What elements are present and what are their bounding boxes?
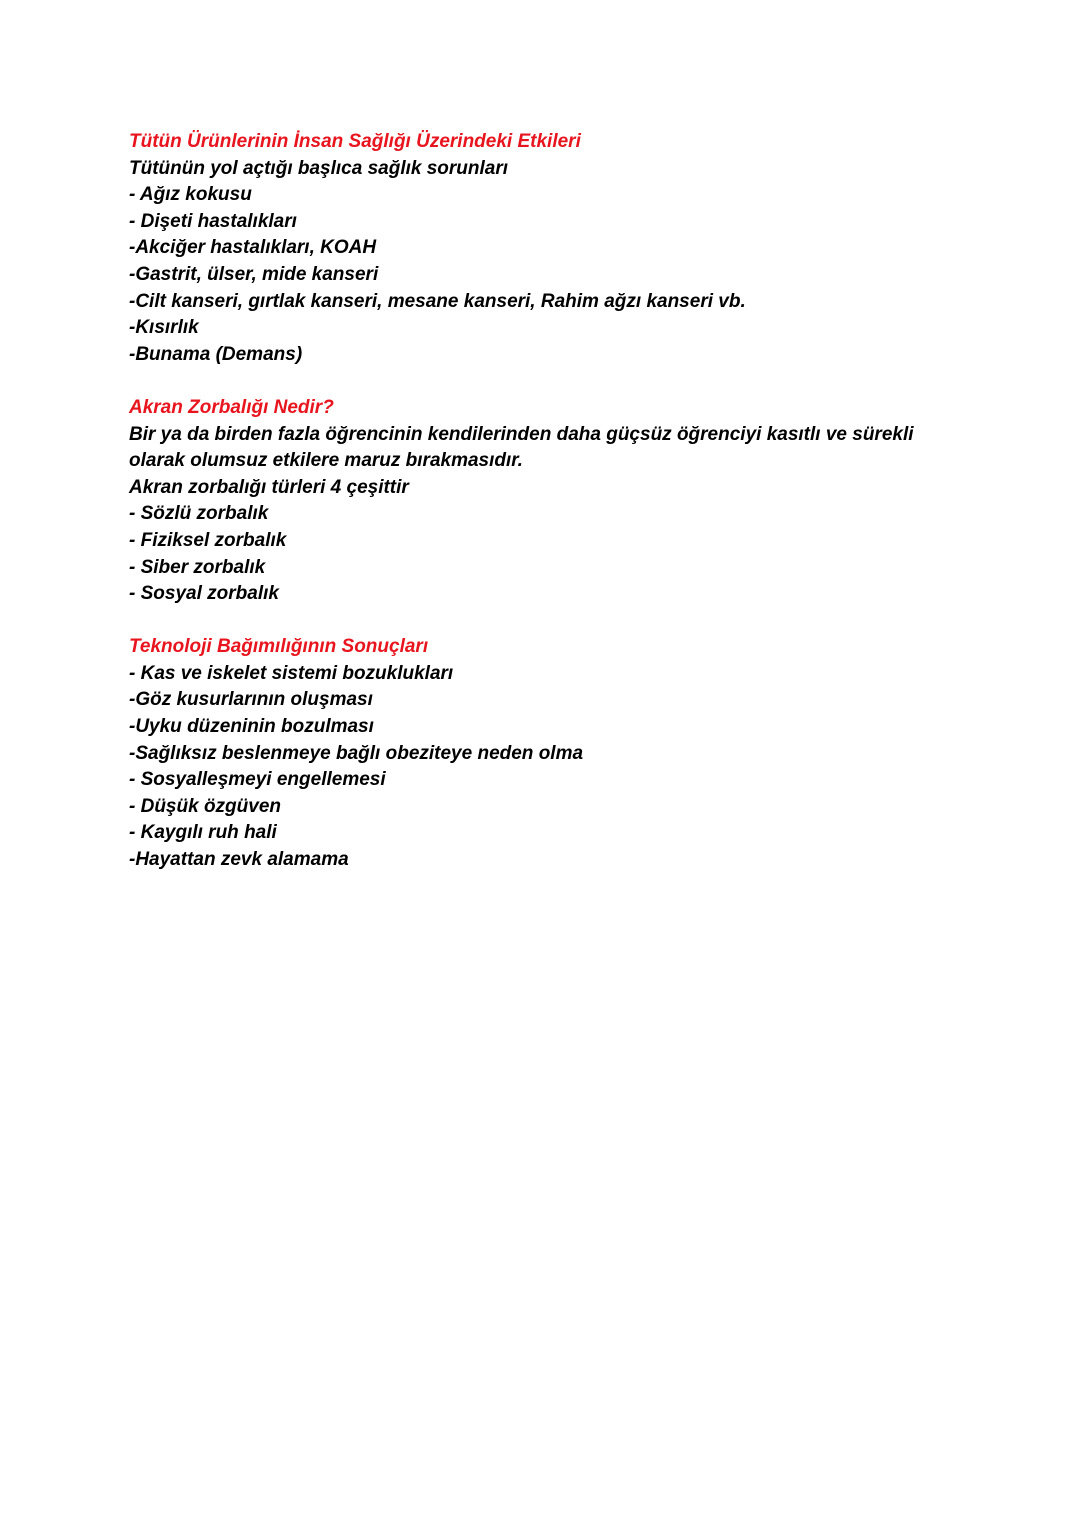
intro-line: Tütünün yol açtığı başlıca sağlık sorunları — [129, 157, 509, 179]
list-item: -Sağlıksız beslenmeye bağlı obeziteye neden olma — [129, 742, 584, 764]
list-item: - Kas ve iskelet sistemi bozuklukları — [129, 662, 454, 684]
list-item: - Sözlü zorbalık — [129, 503, 269, 525]
list-item: -Kısırlık — [129, 317, 199, 339]
section-peer-bullying — [129, 395, 1009, 608]
list-item: -Göz kusurlarının oluşması — [129, 689, 373, 711]
section-tobacco-effects — [129, 129, 1009, 368]
list-item: - Düşük özgüven — [129, 795, 282, 817]
intro-line: Akran zorbalığı türleri 4 çeşittir — [129, 476, 409, 498]
list-item: -Bunama (Demans) — [129, 343, 303, 365]
section-heading: Tütün Ürünlerinin İnsan Sağlığı Üzerindeki Etkileri — [129, 131, 581, 152]
list-item: - Dişeti hastalıkları — [129, 210, 297, 232]
list-item: - Kaygılı ruh hali — [129, 822, 277, 844]
list-item: -Hayattan zevk alamama — [129, 849, 349, 871]
section-heading: Akran Zorbalığı Nedir? — [129, 396, 334, 418]
paragraph-line: olarak olumsuz etkilere maruz bırakmasıdır. — [129, 450, 523, 472]
list-item: -Akciğer hastalıkları, KOAH — [129, 237, 377, 259]
document-page — [129, 129, 1009, 900]
list-item: -Gastrit, ülser, mide kanseri — [129, 263, 379, 285]
list-item: - Ağız kokusu — [129, 184, 252, 206]
list-item: - Fiziksel zorbalık — [129, 529, 287, 551]
section-heading: Teknoloji Bağımılığının Sonuçları — [129, 636, 429, 658]
paragraph-line: Bir ya da birden fazla öğrencinin kendilerinden daha güçsüz öğrenciyi kasıtlı ve sürekli — [129, 423, 914, 445]
list-item: - Siber zorbalık — [129, 556, 266, 578]
list-item: - Sosyal zorbalık — [129, 583, 279, 605]
section-technology-addiction — [129, 634, 1009, 873]
list-item: - Sosyalleşmeyi engellemesi — [129, 769, 386, 791]
list-item: -Cilt kanseri, gırtlak kanseri, mesane kanseri, Rahim ağzı kanseri vb. — [129, 290, 746, 312]
list-item: -Uyku düzeninin bozulması — [129, 716, 374, 738]
